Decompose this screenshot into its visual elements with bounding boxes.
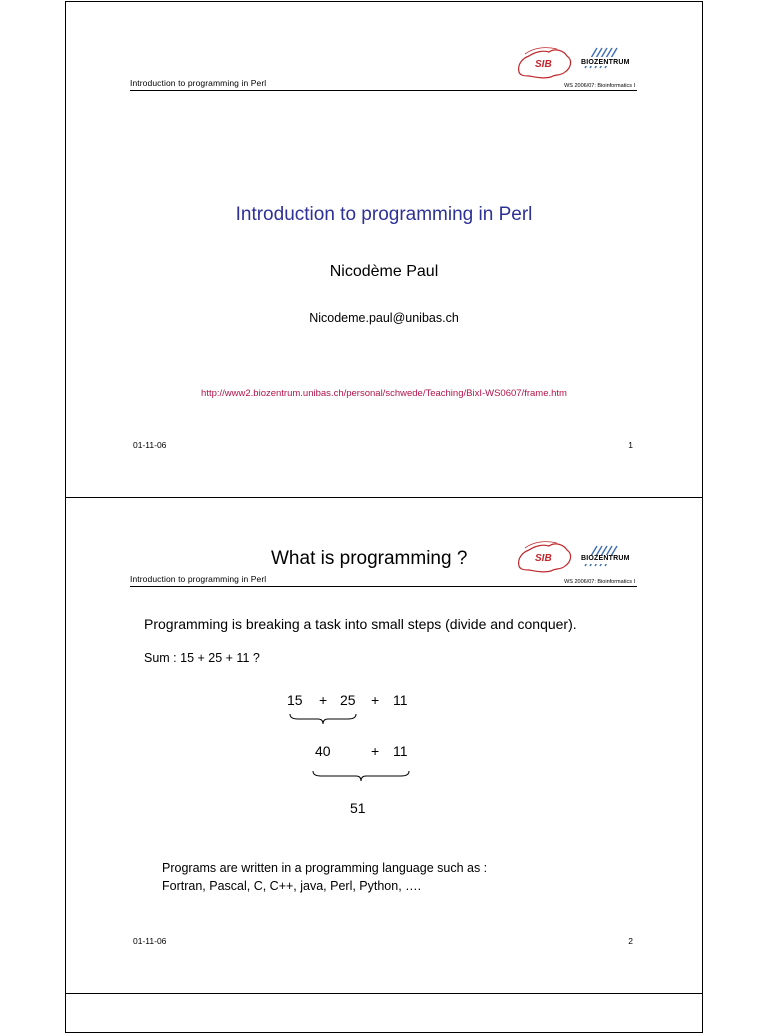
biozentrum-logo-text: BIOZENTRUM <box>581 555 630 562</box>
definition-text: Programming is breaking a task into small steps (divide and conquer). <box>144 616 577 632</box>
course-url: http://www2.biozentrum.unibas.ch/personal/schwede/Teaching/BixI-WS0607/frame.htm <box>201 388 567 399</box>
header-right: WS 2006/07: Bioinformatics I <box>564 579 635 585</box>
author-name: Nicodème Paul <box>329 263 439 280</box>
header-divider <box>130 90 637 91</box>
row1-25: 25 <box>340 692 356 708</box>
row1-plus-b: + <box>371 692 380 708</box>
footer-date: 01-11-06 <box>133 440 167 450</box>
page-number: 2 <box>628 936 633 946</box>
slide-title: What is programming ? <box>271 548 468 569</box>
header-right: WS 2006/07: Bioinformatics I <box>564 83 635 89</box>
author-email: Nicodeme.paul@unibas.ch <box>309 311 459 325</box>
row1-15: 15 <box>287 692 303 708</box>
slide-1 <box>65 1 703 498</box>
languages-line-1: Programs are written in a programming language such as : <box>162 861 488 875</box>
row2-40: 40 <box>315 743 331 759</box>
result-51: 51 <box>350 800 366 816</box>
header-left: Introduction to programming in Perl <box>130 78 267 88</box>
underbrace-1 <box>288 712 358 726</box>
slide-3 <box>65 993 703 1033</box>
sum-question: Sum : 15 + 25 + 11 ? <box>144 651 260 665</box>
header-left: Introduction to programming in Perl <box>130 574 267 584</box>
biozentrum-logo-text: BIOZENTRUM <box>581 59 630 66</box>
svg-text:SIB: SIB <box>535 59 552 70</box>
row2-11: 11 <box>393 743 408 759</box>
sib-logo-icon <box>515 46 575 80</box>
header-divider <box>130 586 637 587</box>
biozentrum-stripes-icon <box>579 46 639 70</box>
row2-plus: + <box>371 743 380 759</box>
languages-line-2: Fortran, Pascal, C, C++, java, Perl, Python, …. <box>162 879 422 893</box>
underbrace-2 <box>311 769 411 783</box>
slide-2 <box>65 497 703 994</box>
svg-text:SIB: SIB <box>535 553 552 564</box>
slide-title: Introduction to programming in Perl <box>235 204 533 225</box>
row1-11: 11 <box>393 692 408 708</box>
page-number: 1 <box>628 440 633 450</box>
row1-plus-a: + <box>319 692 328 708</box>
sib-logo-icon <box>515 540 575 574</box>
footer-date: 01-11-06 <box>133 936 167 946</box>
